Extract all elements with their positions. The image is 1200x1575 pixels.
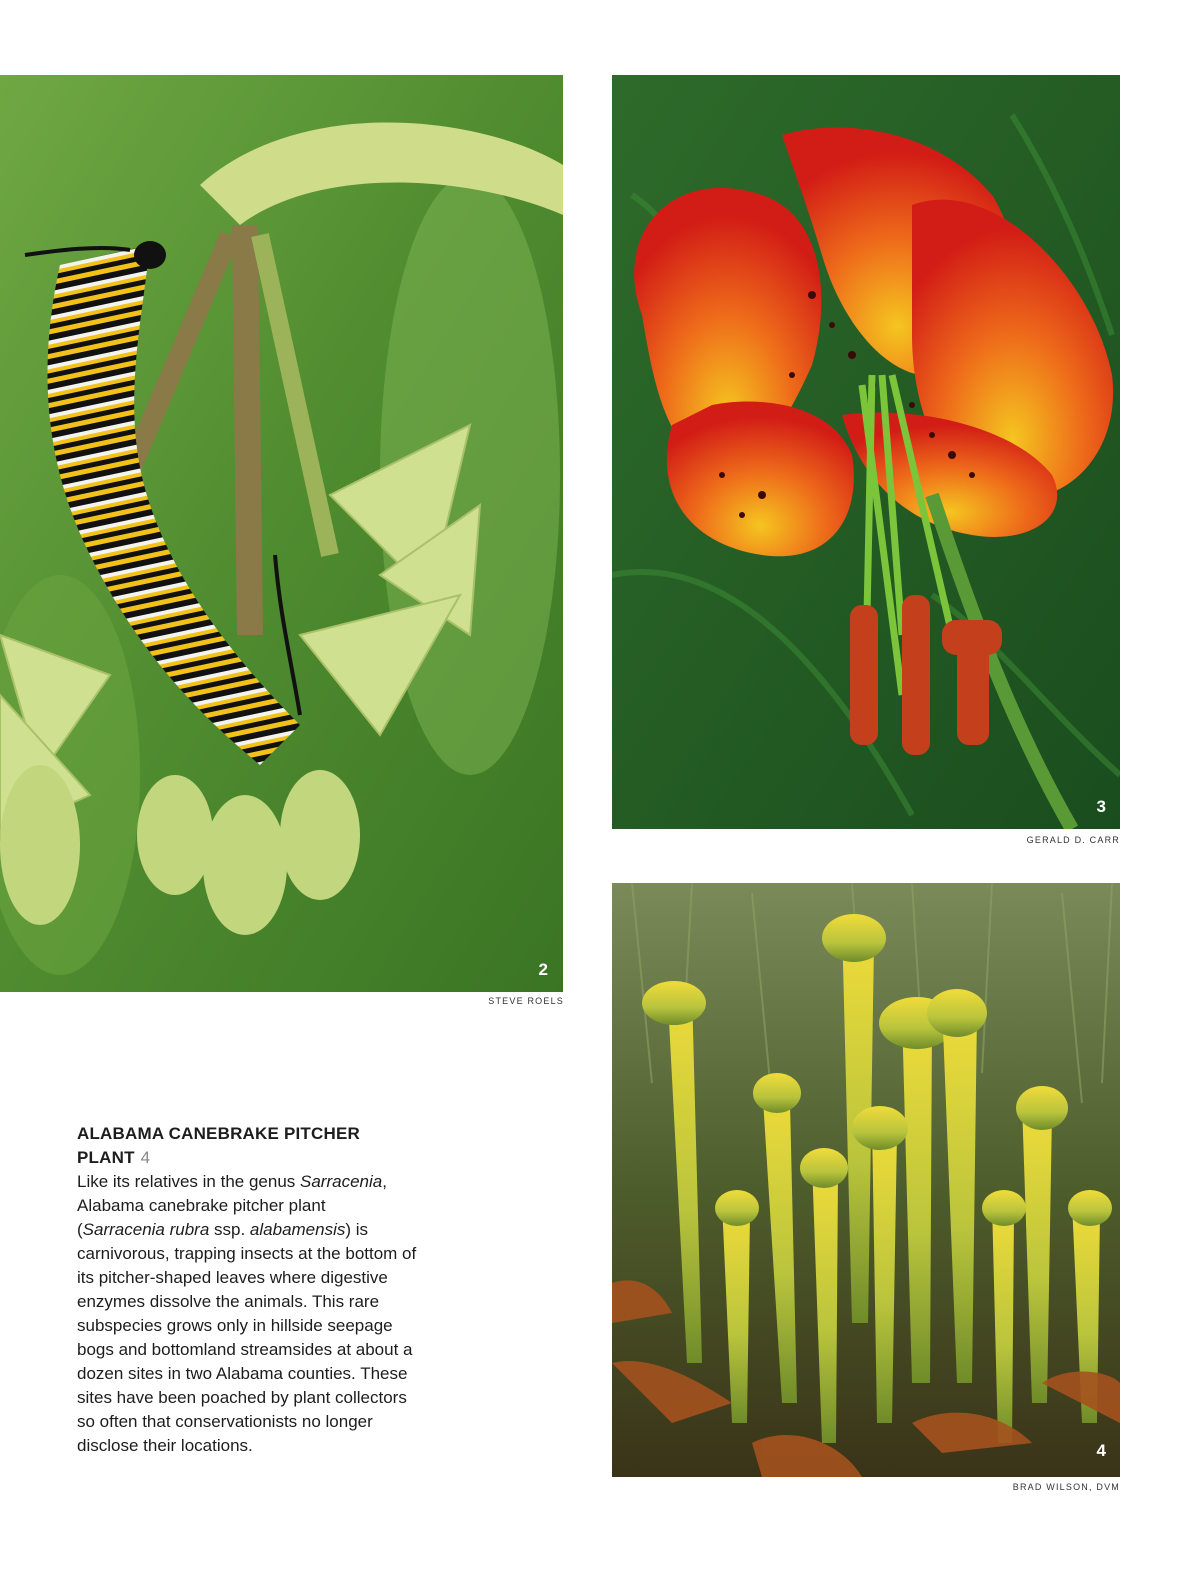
photo-credit: BRAD WILSON, DVM <box>1012 1482 1120 1492</box>
photo-credit: STEVE ROELS <box>488 996 564 1006</box>
caterpillar-image <box>0 75 563 992</box>
caption-text-segment: , Alabama canebrake pitcher plant ( <box>77 1172 387 1239</box>
caption-text-segment: Like its relatives in the genus <box>77 1172 301 1191</box>
caption-text-segment: ssp. <box>209 1220 250 1239</box>
caption-title-text: ALABAMA CANEBRAKE PITCHER PLANT <box>77 1124 360 1167</box>
caption-title <box>77 1122 417 1170</box>
caption-body <box>77 1170 417 1458</box>
photo-pitcher-plants <box>612 883 1120 1477</box>
photo-credit: GERALD D. CARR <box>1026 835 1120 845</box>
caption-italic-segment: Sarracenia rubra <box>82 1220 210 1239</box>
caption-italic-segment: alabamensis <box>249 1220 346 1239</box>
caption <box>77 1122 417 1458</box>
photo-number: 4 <box>1096 1441 1106 1460</box>
photo-caterpillar <box>0 75 563 992</box>
photo-lily <box>612 75 1120 829</box>
caption-photo-ref: 4 <box>140 1148 151 1167</box>
photo-number: 2 <box>538 960 548 979</box>
caption-text-segment: ) is carnivorous, trapping insects at the bottom of its pitcher-shaped leaves where digestive enzymes dissolve the animals. This rare subspecies grows only in hillside seepage bogs and bottomland streamsides at about a dozen sites in two Alabama counties. These sites have been poached by plant collectors so often that conservationists no longer disclose their locations. <box>77 1220 417 1455</box>
lily-image <box>612 75 1120 829</box>
caption-italic-segment: Sarracenia <box>300 1172 383 1191</box>
photo-number: 3 <box>1096 797 1106 816</box>
pitcher-plants-image <box>612 883 1120 1477</box>
